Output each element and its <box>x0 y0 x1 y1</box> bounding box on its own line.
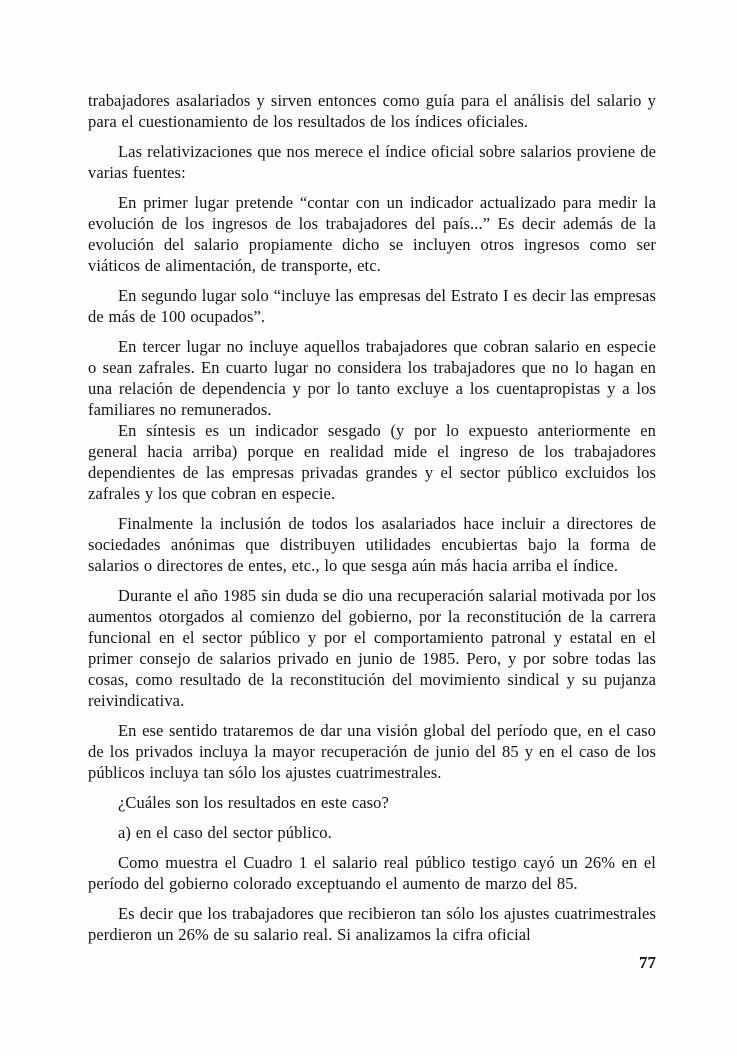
paragraph: En síntesis es un indicador sesgado (y por lo expuesto anteriormente en general hacia arriba) porque en realidad mide el ingreso de los trabajadores dependientes de las empresas privadas grandes y el sector público excluidos los zafrales y los que cobran en especie. <box>88 421 656 503</box>
paragraph: Finalmente la inclusión de todos los asalariados hace incluir a directores de sociedades anónimas que distribuyen utilidades encubiertas bajo la forma de salarios o directores de entes, etc., lo que sesga aún más hacia arriba el índice. <box>88 514 656 575</box>
paragraph: Es decir que los trabajadores que recibieron tan sólo los ajustes cuatrimestrales perdieron un 26% de su salario real. Si analizamos la cifra oficial <box>88 904 656 944</box>
paragraph: En ese sentido trataremos de dar una visión global del período que, en el caso de los privados incluya la mayor recuperación de junio del 85 y en el caso de los públicos incluya tan sólo los ajustes cuatrimestrales. <box>88 721 656 782</box>
paragraph: Como muestra el Cuadro 1 el salario real público testigo cayó un 26% en el período del gobierno colorado exceptuando el aumento de marzo del 85. <box>88 853 656 893</box>
paragraph: Durante el año 1985 sin duda se dio una recuperación salarial motivada por los aumentos otorgados al comienzo del gobierno, por la reconstitución de la carrera funcional en el sector público y por el comportamiento patronal y estatal en el primer consejo de salarios privado en junio de 1985. Pero, y por sobre todas las cosas, como resultado de la reconstitución del movimiento sindical y su pujanza reivindicativa. <box>88 586 656 710</box>
paragraph: Las relativizaciones que nos merece el índice oficial sobre salarios proviene de varias fuentes: <box>88 142 656 182</box>
paragraph: En primer lugar pretende “contar con un indicador actualizado para medir la evolución de los ingresos de los trabajadores del país...” Es decir además de la evolución del salario propiamente dicho se incluyen otros ingresos como ser viáticos de alimentación, de transporte, etc. <box>88 193 656 275</box>
paragraph: En segundo lugar solo “incluye las empresas del Estrato I es decir las empresas de más de 100 ocupados”. <box>88 286 656 326</box>
document-text <box>88 90 656 945</box>
page-number: 77 <box>639 953 656 972</box>
paragraph: En tercer lugar no incluye aquellos trabajadores que cobran salario en especie o sean zafrales. En cuarto lugar no considera los trabajadores que no lo hagan en una relación de dependencia y por lo tanto excluye a los cuentapropistas y a los familiares no remunerados. <box>88 337 656 419</box>
paragraph: trabajadores asalariados y sirven entonces como guía para el análisis del salario y para el cuestionamiento de los resultados de los índices oficiales. <box>88 91 656 131</box>
paragraph: ¿Cuáles son los resultados en este caso? <box>118 793 389 812</box>
paragraph: a) en el caso del sector público. <box>118 823 332 842</box>
